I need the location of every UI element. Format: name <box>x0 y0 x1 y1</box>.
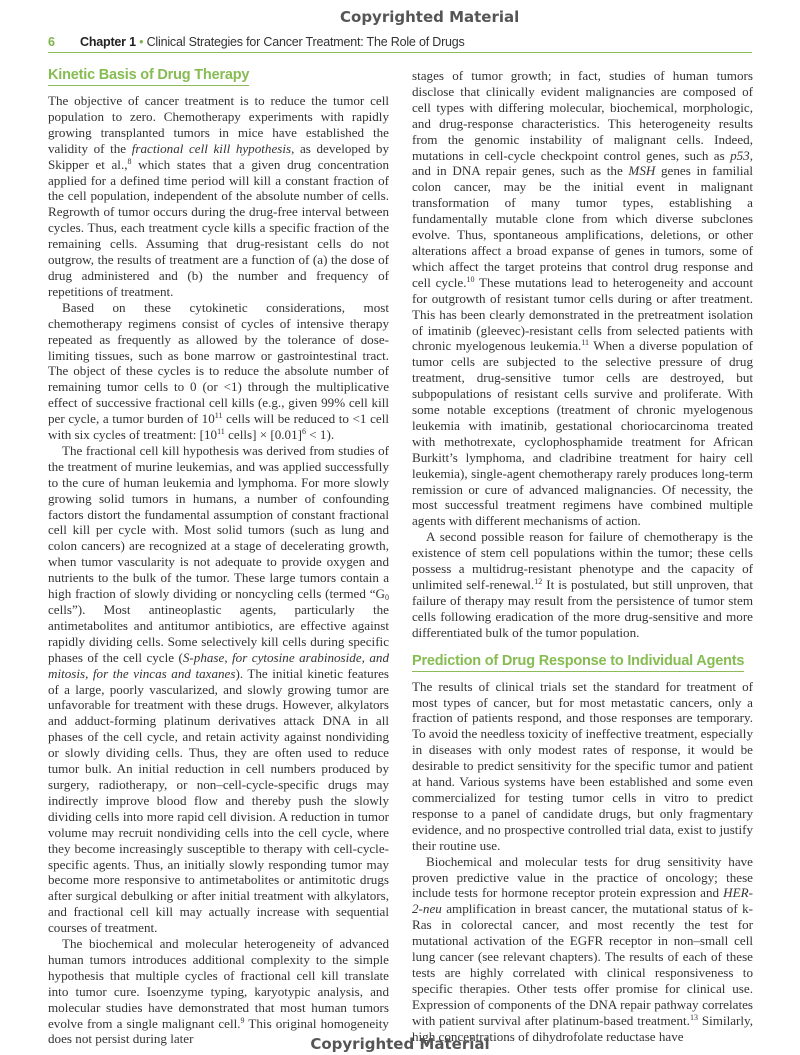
paragraph <box>412 854 753 1045</box>
subscript: 0 <box>385 593 389 603</box>
paragraph <box>412 529 753 640</box>
text-run: Based on these cytokinetic considerations, most chemotherapy regimens consist of cycles of intensive therapy repeated as frequently as allowed by the tolerance of dose-limiting tissues, such as bone marrow or gastrointestinal tract. The object of these cycles is to reduce the absolute number of remaining tumor cells to 0 (or <1) through the multiplicative effect of successive fractional cell kills (e.g., given 99% cell kill per cycle, a tumor burden of 10 <box>48 299 389 427</box>
right-paragraphs-after <box>412 679 753 1045</box>
section-heading-kinetic-basis: Kinetic Basis of Drug Therapy <box>48 66 249 86</box>
reference-superscript: 11 <box>581 338 590 348</box>
text-run: stages of tumor growth; in fact, studies of human tumors disclose that clinically evident malignancies are composed of cell types with differing molecular, biochemical, morphologic, and drug-response characteristics. This heterogeneity results from the genomic instability of malignant cells. Indeed, mutations in cell-cycle checkpoint control genes, such as <box>412 68 753 163</box>
left-paragraphs <box>48 93 389 1047</box>
paragraph <box>48 300 389 443</box>
watermark-bottom: Copyrighted Material <box>310 1035 490 1053</box>
text-run: < 1). <box>306 427 335 443</box>
reference-superscript: 13 <box>689 1012 698 1022</box>
text-run: ). The initial kinetic features of a large, poorly vascularized, and slowly growing tumor are unfavorable for treatment with these drugs. However, alkylators and adduct-forming platinum derivatives attack DNA in all phases of the cell cycle, and retain activity against nondividing or slowly dividing cells. Thus, they are often used to reduce tumor bulk. An initial reduction in cell numbers produced by surgery, radiotherapy, or non–cell-cycle-specific drugs may indirectly improve blood flow and thereby push the slowly dividing cells into more rapid cell division. A reduction in tumor volume may recruit nondividing cells into the cell cycle, where they become increasingly susceptible to therapy with cell-cycle-specific agents. Thus, an initially slowly responding tumor may become more responsive to antimetabolites or antimitotic drugs after surgical debulking or after initial treatment with alkylators, and fractional cell kill may actually increase with sequential courses of treatment. <box>48 665 389 936</box>
text-run: , and in DNA repair genes, such as the <box>412 147 753 179</box>
right-paragraphs-before <box>412 68 753 641</box>
chapter-title <box>80 35 465 49</box>
reference-superscript: 12 <box>534 577 543 586</box>
italic-text: p53 <box>730 147 750 163</box>
text-run: cells will be reduced to <1 cell with six cycles of treatment: [10 <box>48 411 389 443</box>
text-run: It is postulated, but still unproven, that failure of therapy may result from the persistence of tumor stem cells following eradication of the more drug-sensitive and more differentiated bulk of the tumor population. <box>412 577 754 640</box>
text-run: genes in familial colon cancer, may be the initial event in malignant transformation of many tumor types, establishing a fundamentally mutable clone from which diverse subclones evolve. Thus, spontaneous amplifications, deletions, or other alterations affect a broad expanse of genes in tumors, some of which affect the target proteins that control drug response and cell cycle. <box>412 163 753 290</box>
italic-text: MSH <box>628 163 656 179</box>
running-header <box>48 32 752 53</box>
text-run: The biochemical and molecular heterogeneity of advanced human tumors introduces additional complexity to the simple hypothesis that multiple cycles of fractional cell kill translate into tumor cure. Isoenzyme typing, karyotypic analysis, and molecular studies have demonstrated that most human tumors evolve from a single malignant cell. <box>48 936 389 1031</box>
text-run: The fractional cell kill hypothesis was derived from studies of the treatment of murine leukemias, and was applied successfully to the cure of human leukemia and lymphoma. For more slowly growing solid tumors in humans, a number of confounding factors distort the fundamental assumption of constant fractional cell kill per cycle with. Most solid tumors (such as lung and colon cancers) are recognized at a stage of decelerating growth, when tumor vascularity is not adequate to provide oxygen and nutrients to the bulk of the tumor. These large tumors contain a high fraction of slowly dividing or noncycling cells (termed “G <box>48 442 389 602</box>
text-run: When a diverse population of tumor cells are subjected to the selective pressure of drug treatment, drug-sensitive tumor cells are destroyed, but subpopulations of resistant cells survive and proliferate. With some notable exceptions (treatment of chronic myelogenous leukemia with imatinib, gestational choriocarcinoma treated with methotrexate, cyclophosphamide treatment for African Burkitt’s lymphoma, and cladribine treatment for hairy cell leukemia), single-agent chemotherapy rarely produces long-term remission or cure of advanced malignancies. Of necessity, the most successful treatment regimens have combined multiple agents with different mechanisms of action. <box>412 338 753 529</box>
section-heading-prediction: Prediction of Drug Response to Individual Agents <box>412 652 744 672</box>
separator: • <box>139 35 144 49</box>
paragraph <box>412 68 753 529</box>
right-column <box>412 68 753 1044</box>
text-run: This original homogeneity does not persist during later <box>48 1015 389 1047</box>
paragraph <box>48 93 389 300</box>
text-run: Similarly, high concentrations of dihydrofolate reductase have <box>412 1012 753 1044</box>
paragraph <box>48 443 389 936</box>
text-run: , as developed by Skipper et al., <box>48 140 390 172</box>
reference-superscript: 11 <box>217 427 225 437</box>
text-run: amplification in breast cancer, the mutational status of k-Ras in colorectal cancer, and most recently the test for mutational activation of the EGFR receptor in non–small cell lung cancer (see relevant chapters). The results of each of these tests are highly correlated with clinical responsiveness to specific therapies. Other tests offer promise for clinical use. Expression of components of the DNA repair pathway correlates with patient survival after platinum-based treatment. <box>412 901 753 1028</box>
italic-text: HER-2-neu <box>412 885 753 917</box>
chapter-label: Chapter 1 <box>80 35 136 49</box>
paragraph <box>48 936 389 1047</box>
paragraph <box>412 679 753 854</box>
heading-wrap <box>412 652 753 679</box>
text-run: The objective of cancer treatment is to reduce the tumor cell population to zero. Chemotherapy experiments with rapidly growing transplanted tumors in mice have established the validity of the <box>48 93 389 156</box>
italic-text: fractional cell kill hypothesis <box>131 140 292 156</box>
page-number: 6 <box>48 35 55 49</box>
text-run: These mutations lead to heterogeneity and account for outgrowth of resistant tumor cells during or after treatment. This has been clearly demonstrated in the pretreatment isolation of imatinib (gleevec)-resistant cells from selected patients with chronic myelogenous leukemia. <box>412 274 753 354</box>
reference-superscript: 8 <box>127 156 132 166</box>
reference-superscript: 6 <box>302 427 306 437</box>
italic-text: S-phase, for cytosine arabinoside, and mitosis, for the vincas and taxanes <box>48 649 389 681</box>
reference-superscript: 10 <box>466 274 475 284</box>
reference-superscript: 11 <box>214 411 223 421</box>
chapter-name: Clinical Strategies for Cancer Treatment: The Role of Drugs <box>146 35 465 49</box>
reference-superscript: 9 <box>240 1015 245 1025</box>
text-run: A second possible reason for failure of chemotherapy is the existence of stem cell populations within the tumor; these cells possess a multidrug-resistant phenotype and the capacity of unlimited self-renewal. <box>412 529 753 592</box>
watermark-top: Copyrighted Material <box>340 8 520 26</box>
text-run: cells] × [0.01] <box>224 427 302 443</box>
text-run: cells”). Most antineoplastic agents, particularly the antimetabolites and antitumor antibiotics, are effective against rapidly dividing cells. Some selectively kill cells during specific phases of the cell cycle ( <box>48 602 389 665</box>
text-run: which states that a given drug concentration applied for a defined time period will kill a constant fraction of the cell population, independent of the absolute number of cells. Regrowth of tumor occurs during the drug-free interval between cycles. Thus, each treatment cycle kills a specific fraction of the remaining cells. Assuming that drug-resistant cells do not outgrow, the results of treatment are a function of (a) the dose of drug administered and (b) the number and frequency of repetitions of treatment. <box>48 156 389 299</box>
text-run: The results of clinical trials set the standard for treatment of most types of cancer, but for most metastatic cancers, only a fraction of patients respond, and those responses are temporary. To avoid the needless toxicity of ineffective treatment, especially in diseases with only modest rates of response, it would be desirable to predict sensitivity for the specific tumor and patient at hand. Various systems have been established and some even commercialized for testing tumor cells in vitro to predict response to a panel of candidate drugs, but only fragmentary evidence, and no prospective controlled trial data, exist to justify their routine use. <box>412 678 753 853</box>
text-run: Biochemical and molecular tests for drug sensitivity have proven predictive value in the practice of oncology; these include tests for hormone receptor protein expression and <box>412 853 753 901</box>
left-column <box>48 66 389 1047</box>
